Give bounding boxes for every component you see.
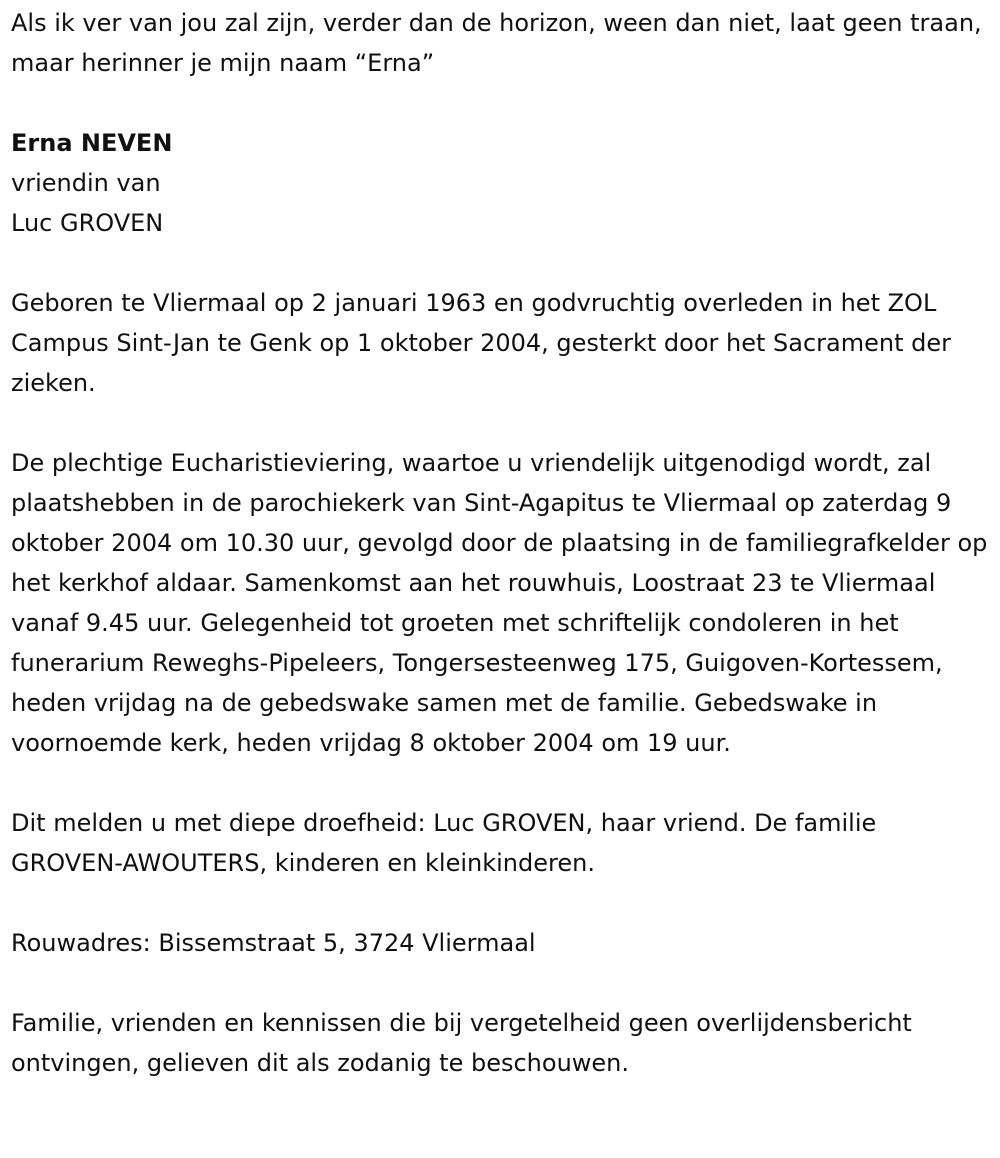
- notice-paragraph: Familie, vrienden en kennissen die bij vergetelheid geen overlijdensbericht ontvingen, gelieven dit als zodanig te beschouwen.: [11, 1009, 912, 1077]
- deceased-name: Erna NEVEN: [11, 129, 173, 157]
- mourning-address: Rouwadres: Bissemstraat 5, 3724 Vliermaal: [11, 929, 536, 957]
- intro-poem: Als ik ver van jou zal zijn, verder dan de horizon, ween dan niet, laat geen traan, maar herinner je mijn naam “Erna”: [11, 9, 982, 77]
- partner-name: Luc GROVEN: [11, 209, 164, 237]
- birth-death-paragraph: Geboren te Vliermaal op 2 januari 1963 en godvruchtig overleden in het ZOL Campus Sint-Jan te Genk op 1 oktober 2004, gesterkt door het Sacrament der zieken.: [11, 289, 951, 397]
- ceremony-paragraph: De plechtige Eucharistieviering, waartoe u vriendelijk uitgenodigd wordt, zal plaatshebben in de parochiekerk van Sint-Agapitus te Vliermaal op zaterdag 9 oktober 2004 om 10.30 uur, gevolgd door de plaatsing in de familiegrafkelder op het kerkhof aldaar. Samenkomst aan het rouwhuis, Loostraat 23 te Vliermaal vanaf 9.45 uur. Gelegenheid tot groeten met schriftelijk condoleren in het funerarium Reweghs-Pipeleers, Tongersesteenweg 175, Guigoven-Kortessem, heden vrijdag na de gebedswake samen met de familie. Gebedswake in voornoemde kerk, heden vrijdag 8 oktober 2004 om 19 uur.: [11, 449, 988, 757]
- family-paragraph: Dit melden u met diepe droefheid: Luc GROVEN, haar vriend. De familie GROVEN-AWOUTERS, kinderen en kleinkinderen.: [11, 809, 877, 877]
- relation-text: vriendin van: [11, 169, 161, 197]
